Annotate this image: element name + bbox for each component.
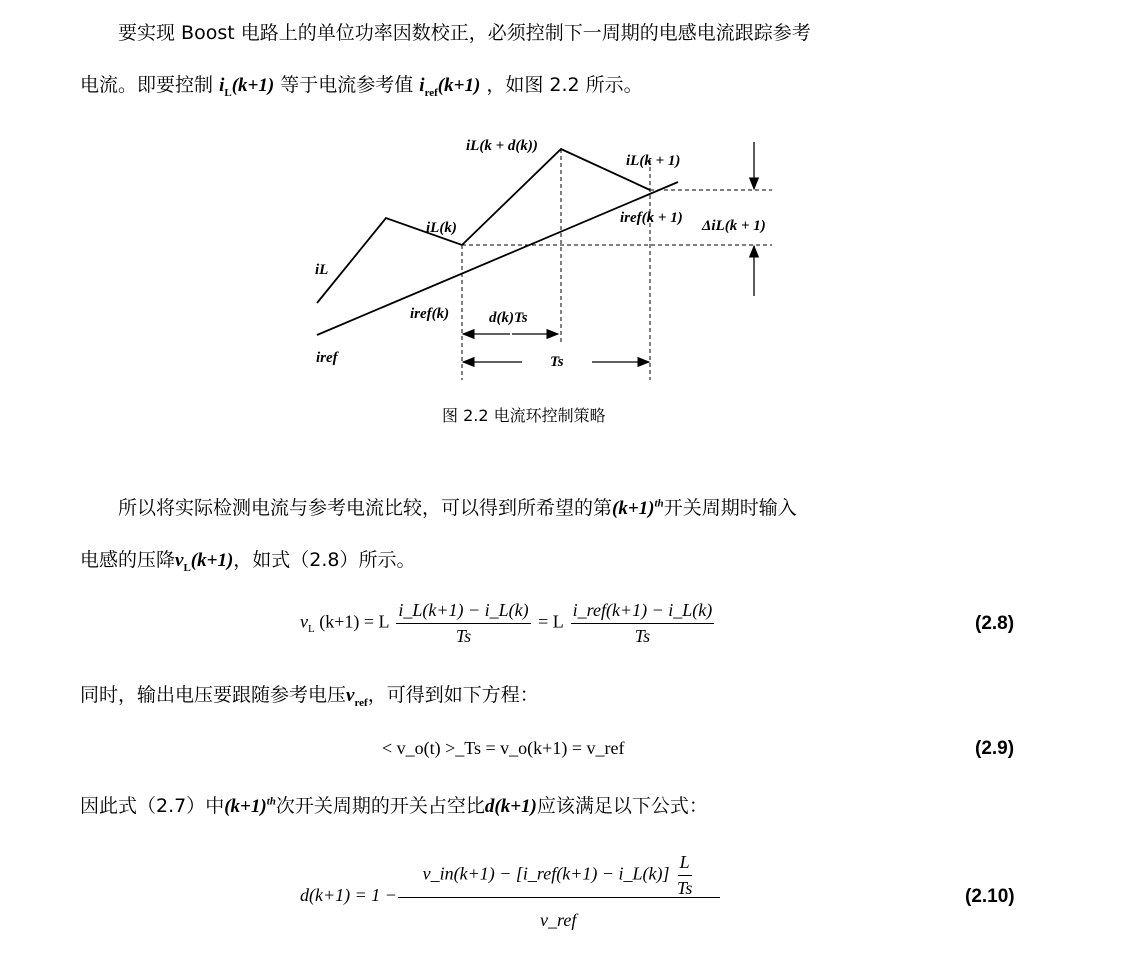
equation-2-10-denominator: v_ref bbox=[540, 910, 577, 930]
para2-line2: 电感的压降$v_L(k+1)$，如式（2.8）所示。 bbox=[80, 549, 416, 574]
current-loop-diagram bbox=[0, 0, 1130, 400]
dashed-guides bbox=[462, 149, 772, 380]
para2-line1: 所以将实际检测电流与参考电流比较，可以得到所希望的第$(k+1)^{th}$开关周期时输入 bbox=[118, 497, 797, 519]
para4: 因此式（2.7）中$(k+1)^{th}$次开关周期的开关占空比d(k+1)应该满足以下公式： bbox=[80, 795, 708, 817]
text: 电流。即要控制 bbox=[80, 74, 214, 96]
label-iL-k1: iL(k + 1) bbox=[626, 153, 681, 169]
math-iref: $i_{ref}(k+1)$ bbox=[419, 75, 481, 99]
equation-number-2-9: (2.9) bbox=[975, 738, 1015, 759]
text: 等于电流参考值 bbox=[280, 74, 414, 96]
equation-2-8: $v_L$ (k+1) = L $\frac{i\_L(k+1) - i\_L(k)}{Ts}$ = L $\frac{\text{i\_ref(k+1) − i\_L(k)}}{Ts}$ bbox=[300, 600, 713, 646]
equation-2-10-numerator: v_in(k+1) − [i_ref(k+1) − i_L(k)] $\frac{L}{Ts}$ bbox=[422, 852, 693, 898]
text: ，如图 2.2 所示。 bbox=[486, 74, 643, 96]
label-dkTs: d(k)Ts bbox=[489, 310, 528, 326]
label-Ts: Ts bbox=[550, 354, 564, 370]
math-iL: $i_L(k+1)$ bbox=[219, 75, 275, 99]
equation-number-2-10: (2.10) bbox=[965, 886, 1015, 907]
equation-number-2-8: (2.8) bbox=[975, 613, 1015, 634]
label-iref-k1: iref(k + 1) bbox=[620, 210, 683, 226]
label-iL: iL bbox=[315, 262, 329, 278]
label-delta-iL: ΔiL(k + 1) bbox=[702, 218, 766, 234]
equation-2-9: < v_o(t) >_Ts = v_o(k+1) = v_ref bbox=[382, 738, 625, 758]
para1-line1: 要实现 Boost 电路上的单位功率因数校正，必须控制下一周期的电感电流跟踪参考 bbox=[118, 22, 811, 44]
label-iL-k: iL(k) bbox=[426, 220, 457, 236]
iL-waveform bbox=[317, 149, 650, 303]
label-iref: iref bbox=[316, 350, 338, 366]
figure-caption: 图 2.2 电流环控制策略 bbox=[442, 406, 606, 425]
label-iref-k: iref(k) bbox=[410, 306, 450, 322]
fraction-bar bbox=[398, 897, 720, 898]
dimension-arrows bbox=[463, 142, 754, 362]
para3: 同时，输出电压要跟随参考电压$v_{ref}$，可得到如下方程： bbox=[80, 684, 539, 709]
label-iL-kdk: iL(k + d(k)) bbox=[466, 138, 538, 154]
equation-2-10-lhs: d(k+1) = 1 − bbox=[300, 885, 397, 905]
